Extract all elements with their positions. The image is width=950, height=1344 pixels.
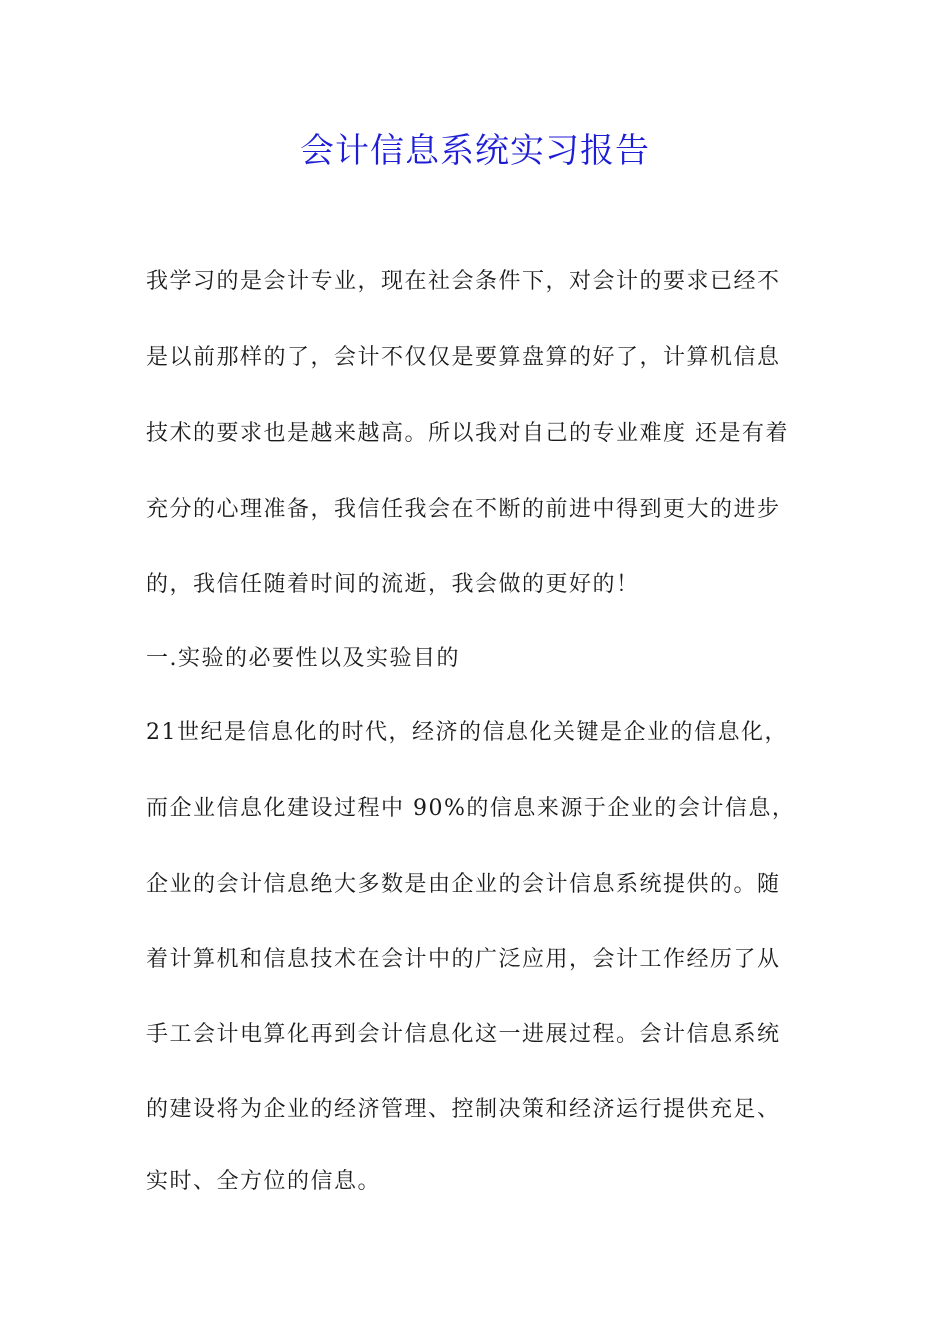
section-1-heading: 一.实验的必要性以及实验目的 bbox=[146, 646, 460, 671]
paragraph-2-line-6: 的建设将为企业的经济管理、控制决策和经济运行提供充足、 bbox=[146, 1097, 781, 1122]
paragraph-1-line-3: 技术的要求也是越来越高。所以我对自己的专业难度 还是有着 bbox=[146, 421, 789, 446]
paragraph-2-line-5: 手工会计电算化再到会计信息化这一进展过程。会计信息系统 bbox=[146, 1022, 781, 1047]
document-title: 会计信息系统实习报告 bbox=[300, 131, 650, 171]
paragraph-2-line-1: 21世纪是信息化的时代，经济的信息化关键是企业的信息化， bbox=[146, 720, 788, 745]
paragraph-2-line-3: 企业的会计信息绝大多数是由企业的会计信息系统提供的。随 bbox=[146, 872, 781, 897]
paragraph-1-line-5: 的，我信任随着时间的流逝，我会做的更好的！ bbox=[146, 572, 640, 597]
paragraph-1-line-2: 是以前那样的了，会计不仅仅是要算盘算的好了，计算机信息 bbox=[146, 345, 781, 370]
paragraph-2-line-4: 着计算机和信息技术在会计中的广泛应用，会计工作经历了从 bbox=[146, 947, 781, 972]
paragraph-2-line-7: 实时、全方位的信息。 bbox=[146, 1169, 382, 1194]
paragraph-1-line-4: 充分的心理准备，我信任我会在不断的前进中得到更大的进步 bbox=[146, 497, 781, 522]
paragraph-2-line-2: 而企业信息化建设过程中 90%的信息来源于企业的会计信息， bbox=[146, 796, 796, 821]
paragraph-1-line-1: 我学习的是会计专业，现在社会条件下，对会计的要求已经不 bbox=[146, 269, 781, 294]
